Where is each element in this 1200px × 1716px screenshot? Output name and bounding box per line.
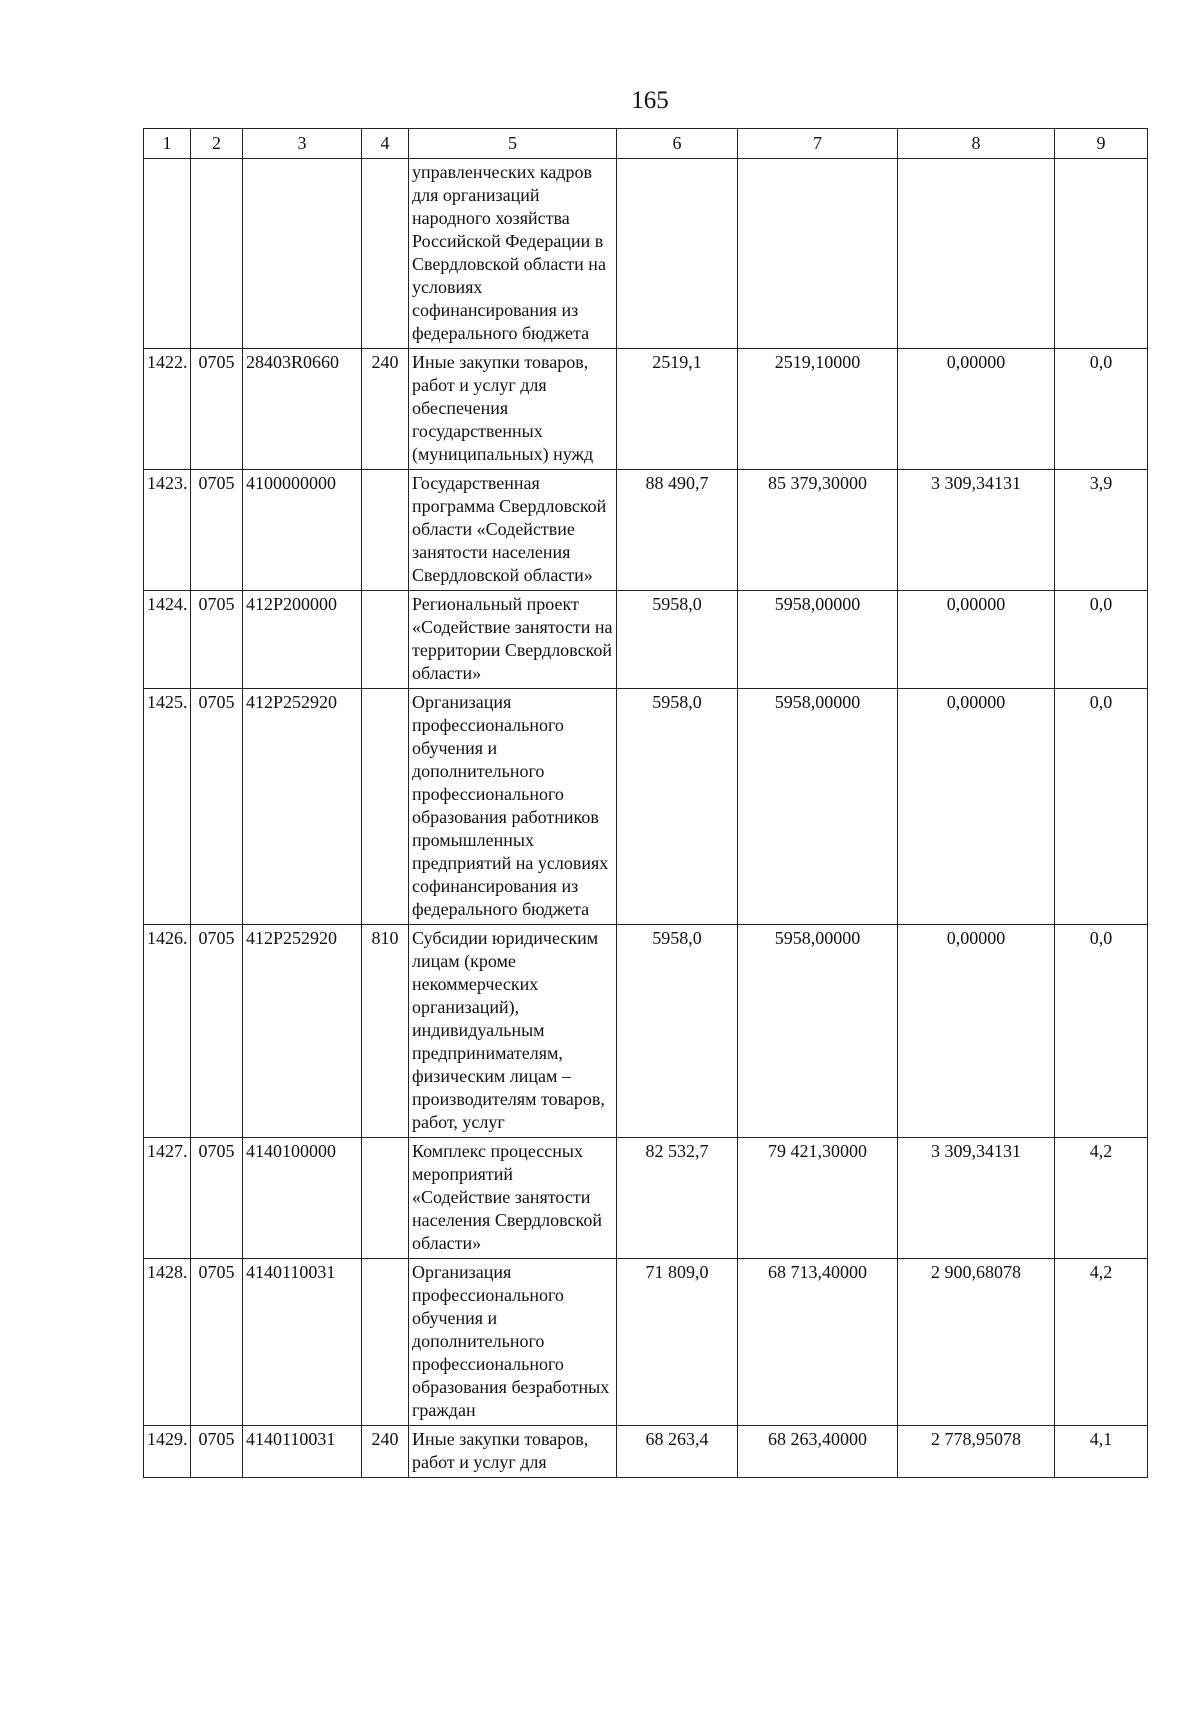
row-number: 1428.: [144, 1259, 191, 1426]
planned-amount: 5958,0: [617, 591, 738, 689]
row-number: 1427.: [144, 1138, 191, 1259]
difference-amount: 0,00000: [898, 689, 1055, 925]
percent-value: 4,2: [1055, 1138, 1148, 1259]
percent-value: 0,0: [1055, 349, 1148, 470]
table-row: [144, 925, 1148, 1138]
actual-amount: 5958,00000: [738, 689, 898, 925]
percent-value: 4,1: [1055, 1426, 1148, 1478]
percent-value: [1055, 159, 1148, 349]
actual-amount: 68 263,40000: [738, 1426, 898, 1478]
section-code: 0705: [191, 1259, 243, 1426]
planned-amount: 2519,1: [617, 349, 738, 470]
header-cell: 2: [191, 129, 243, 159]
header-cell: 8: [898, 129, 1055, 159]
header-cell: 6: [617, 129, 738, 159]
row-number: 1422.: [144, 349, 191, 470]
section-code: 0705: [191, 1426, 243, 1478]
target-code: 412P200000: [243, 591, 362, 689]
planned-amount: 82 532,7: [617, 1138, 738, 1259]
item-name: Иные закупки товаров, работ и услуг для обеспечения государственных (муниципальных) нужд: [409, 349, 617, 470]
expense-type: [362, 159, 409, 349]
section-code: 0705: [191, 689, 243, 925]
planned-amount: [617, 159, 738, 349]
expense-type: 240: [362, 1426, 409, 1478]
section-code: 0705: [191, 470, 243, 591]
header-cell: 5: [409, 129, 617, 159]
item-name: управленческих кадров для организаций народного хозяйства Российской Федерации в Свердловской области на условиях софинансирования из федерального бюджета: [409, 159, 617, 349]
row-number: 1429.: [144, 1426, 191, 1478]
planned-amount: 88 490,7: [617, 470, 738, 591]
actual-amount: 2519,10000: [738, 349, 898, 470]
item-name: Комплекс процессных мероприятий «Содействие занятости населения Свердловской области»: [409, 1138, 617, 1259]
difference-amount: 0,00000: [898, 349, 1055, 470]
header-cell: 1: [144, 129, 191, 159]
difference-amount: [898, 159, 1055, 349]
percent-value: 0,0: [1055, 591, 1148, 689]
table-row: [144, 1138, 1148, 1259]
table-row: [144, 689, 1148, 925]
target-code: 4140100000: [243, 1138, 362, 1259]
planned-amount: 5958,0: [617, 689, 738, 925]
section-code: 0705: [191, 349, 243, 470]
item-name: Организация профессионального обучения и дополнительного профессионального образования работников промышленных предприятий на условиях софинансирования из федерального бюджета: [409, 689, 617, 925]
actual-amount: 5958,00000: [738, 925, 898, 1138]
difference-amount: 0,00000: [898, 925, 1055, 1138]
difference-amount: 0,00000: [898, 591, 1055, 689]
expense-type: 810: [362, 925, 409, 1138]
difference-amount: 2 900,68078: [898, 1259, 1055, 1426]
row-number: 1424.: [144, 591, 191, 689]
difference-amount: 3 309,34131: [898, 1138, 1055, 1259]
expense-type: 240: [362, 349, 409, 470]
section-code: [191, 159, 243, 349]
target-code: 4140110031: [243, 1259, 362, 1426]
section-code: 0705: [191, 1138, 243, 1259]
actual-amount: 68 713,40000: [738, 1259, 898, 1426]
target-code: [243, 159, 362, 349]
row-number: 1423.: [144, 470, 191, 591]
target-code: 4100000000: [243, 470, 362, 591]
section-code: 0705: [191, 591, 243, 689]
target-code: 28403R0660: [243, 349, 362, 470]
difference-amount: 3 309,34131: [898, 470, 1055, 591]
actual-amount: 79 421,30000: [738, 1138, 898, 1259]
expense-type: [362, 591, 409, 689]
expense-type: [362, 689, 409, 925]
header-cell: 3: [243, 129, 362, 159]
difference-amount: 2 778,95078: [898, 1426, 1055, 1478]
row-number: 1426.: [144, 925, 191, 1138]
actual-amount: 5958,00000: [738, 591, 898, 689]
header-cell: 4: [362, 129, 409, 159]
table-row: [144, 591, 1148, 689]
table-row: [144, 349, 1148, 470]
target-code: 4140110031: [243, 1426, 362, 1478]
expense-type: [362, 1138, 409, 1259]
table-row: [144, 1259, 1148, 1426]
actual-amount: 85 379,30000: [738, 470, 898, 591]
percent-value: 0,0: [1055, 689, 1148, 925]
planned-amount: 68 263,4: [617, 1426, 738, 1478]
table-row: [144, 470, 1148, 591]
table-header-row: [144, 129, 1148, 159]
row-number: 1425.: [144, 689, 191, 925]
row-number: [144, 159, 191, 349]
percent-value: 3,9: [1055, 470, 1148, 591]
header-cell: 9: [1055, 129, 1148, 159]
item-name: Государственная программа Свердловской области «Содействие занятости населения Свердловской области»: [409, 470, 617, 591]
table-row: [144, 159, 1148, 349]
planned-amount: 5958,0: [617, 925, 738, 1138]
percent-value: 0,0: [1055, 925, 1148, 1138]
item-name: Организация профессионального обучения и дополнительного профессионального образования безработных граждан: [409, 1259, 617, 1426]
item-name: Субсидии юридическим лицам (кроме некоммерческих организаций), индивидуальным предпринимателям, физическим лицам – производителям товаров, работ, услуг: [409, 925, 617, 1138]
planned-amount: 71 809,0: [617, 1259, 738, 1426]
actual-amount: [738, 159, 898, 349]
section-code: 0705: [191, 925, 243, 1138]
expense-type: [362, 470, 409, 591]
target-code: 412P252920: [243, 689, 362, 925]
budget-table: [143, 128, 1148, 1478]
percent-value: 4,2: [1055, 1259, 1148, 1426]
header-cell: 7: [738, 129, 898, 159]
target-code: 412P252920: [243, 925, 362, 1138]
expense-type: [362, 1259, 409, 1426]
table-row: [144, 1426, 1148, 1478]
page-number: 165: [631, 87, 669, 114]
item-name: Иные закупки товаров, работ и услуг для: [409, 1426, 617, 1478]
item-name: Региональный проект «Содействие занятости на территории Свердловской области»: [409, 591, 617, 689]
